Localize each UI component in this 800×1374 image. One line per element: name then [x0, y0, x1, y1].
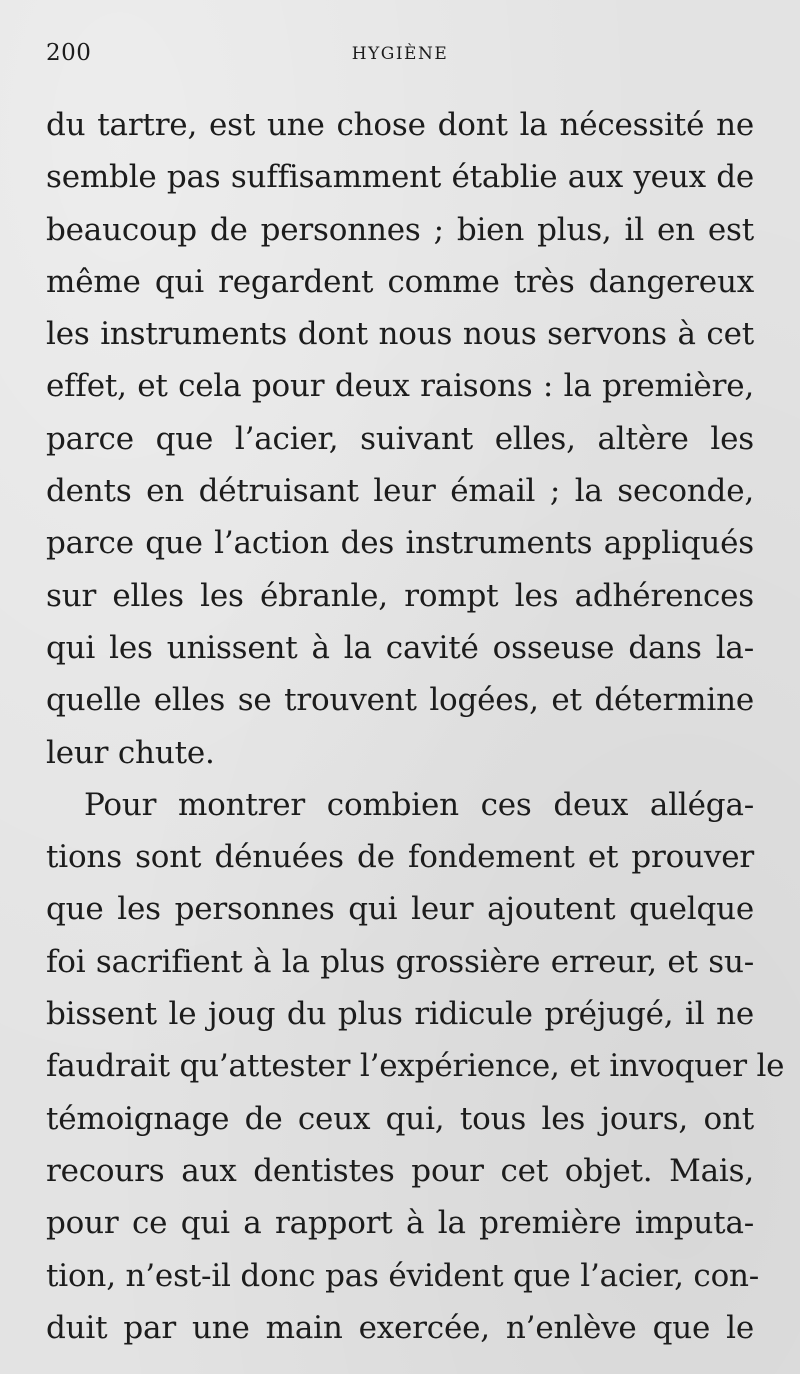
text-line: même qui regardent comme très dangereux [46, 263, 754, 300]
text-line: sur elles les ébranle, rompt les adhérences [46, 577, 754, 614]
text-line: faudrait qu’attester l’expérience, et invoquer le [46, 1048, 785, 1085]
text-line: Pour montrer combien ces deux alléga- [84, 786, 754, 823]
text-line: quelle elles se trouvent logées, et détermine [46, 682, 754, 719]
text-line: recours aux dentistes pour cet objet. Mais, [46, 1152, 754, 1189]
text-line: duit par une main exercée, n’enlève que le [46, 1309, 754, 1346]
text-line: dents en détruisant leur émail ; la seconde, [46, 473, 754, 510]
paragraph [46, 779, 785, 1354]
text-line: leur chute. [46, 734, 215, 771]
paragraph [46, 99, 754, 779]
text-line: tion, n’est-il donc pas évident que l’acier, con- [46, 1257, 760, 1294]
text-line: parce que l’action des instruments appliqués [46, 525, 754, 562]
text-line: que les personnes qui leur ajoutent quelque [46, 891, 754, 928]
page-number: 200 [46, 40, 92, 66]
text-line: tions sont dénuées de fondement et prouver [46, 839, 754, 876]
running-head [46, 40, 754, 74]
text-line: beaucoup de personnes ; bien plus, il en est [46, 211, 754, 248]
text-line: qui les unissent à la cavité osseuse dans la- [46, 629, 754, 666]
text-line: foi sacrifient à la plus grossière erreur, et su- [46, 943, 754, 980]
text-line: pour ce qui a rapport à la première imputa- [46, 1205, 754, 1242]
text-line: effet, et cela pour deux raisons : la première, [46, 368, 754, 405]
text-line: semble pas suffisamment établie aux yeux de [46, 159, 754, 196]
text-line: du tartre, est une chose dont la nécessité ne [46, 107, 754, 143]
running-title: HYGIÈNE [351, 44, 449, 64]
text-line: témoignage de ceux qui, tous les jours, ont [46, 1100, 754, 1137]
text-line: les instruments dont nous nous servons à cet [46, 316, 754, 353]
text-line: parce que l’acier, suivant elles, altère les [46, 420, 754, 457]
text-line: bissent le joug du plus ridicule préjugé, il ne [46, 996, 754, 1033]
body-text [46, 99, 785, 1354]
